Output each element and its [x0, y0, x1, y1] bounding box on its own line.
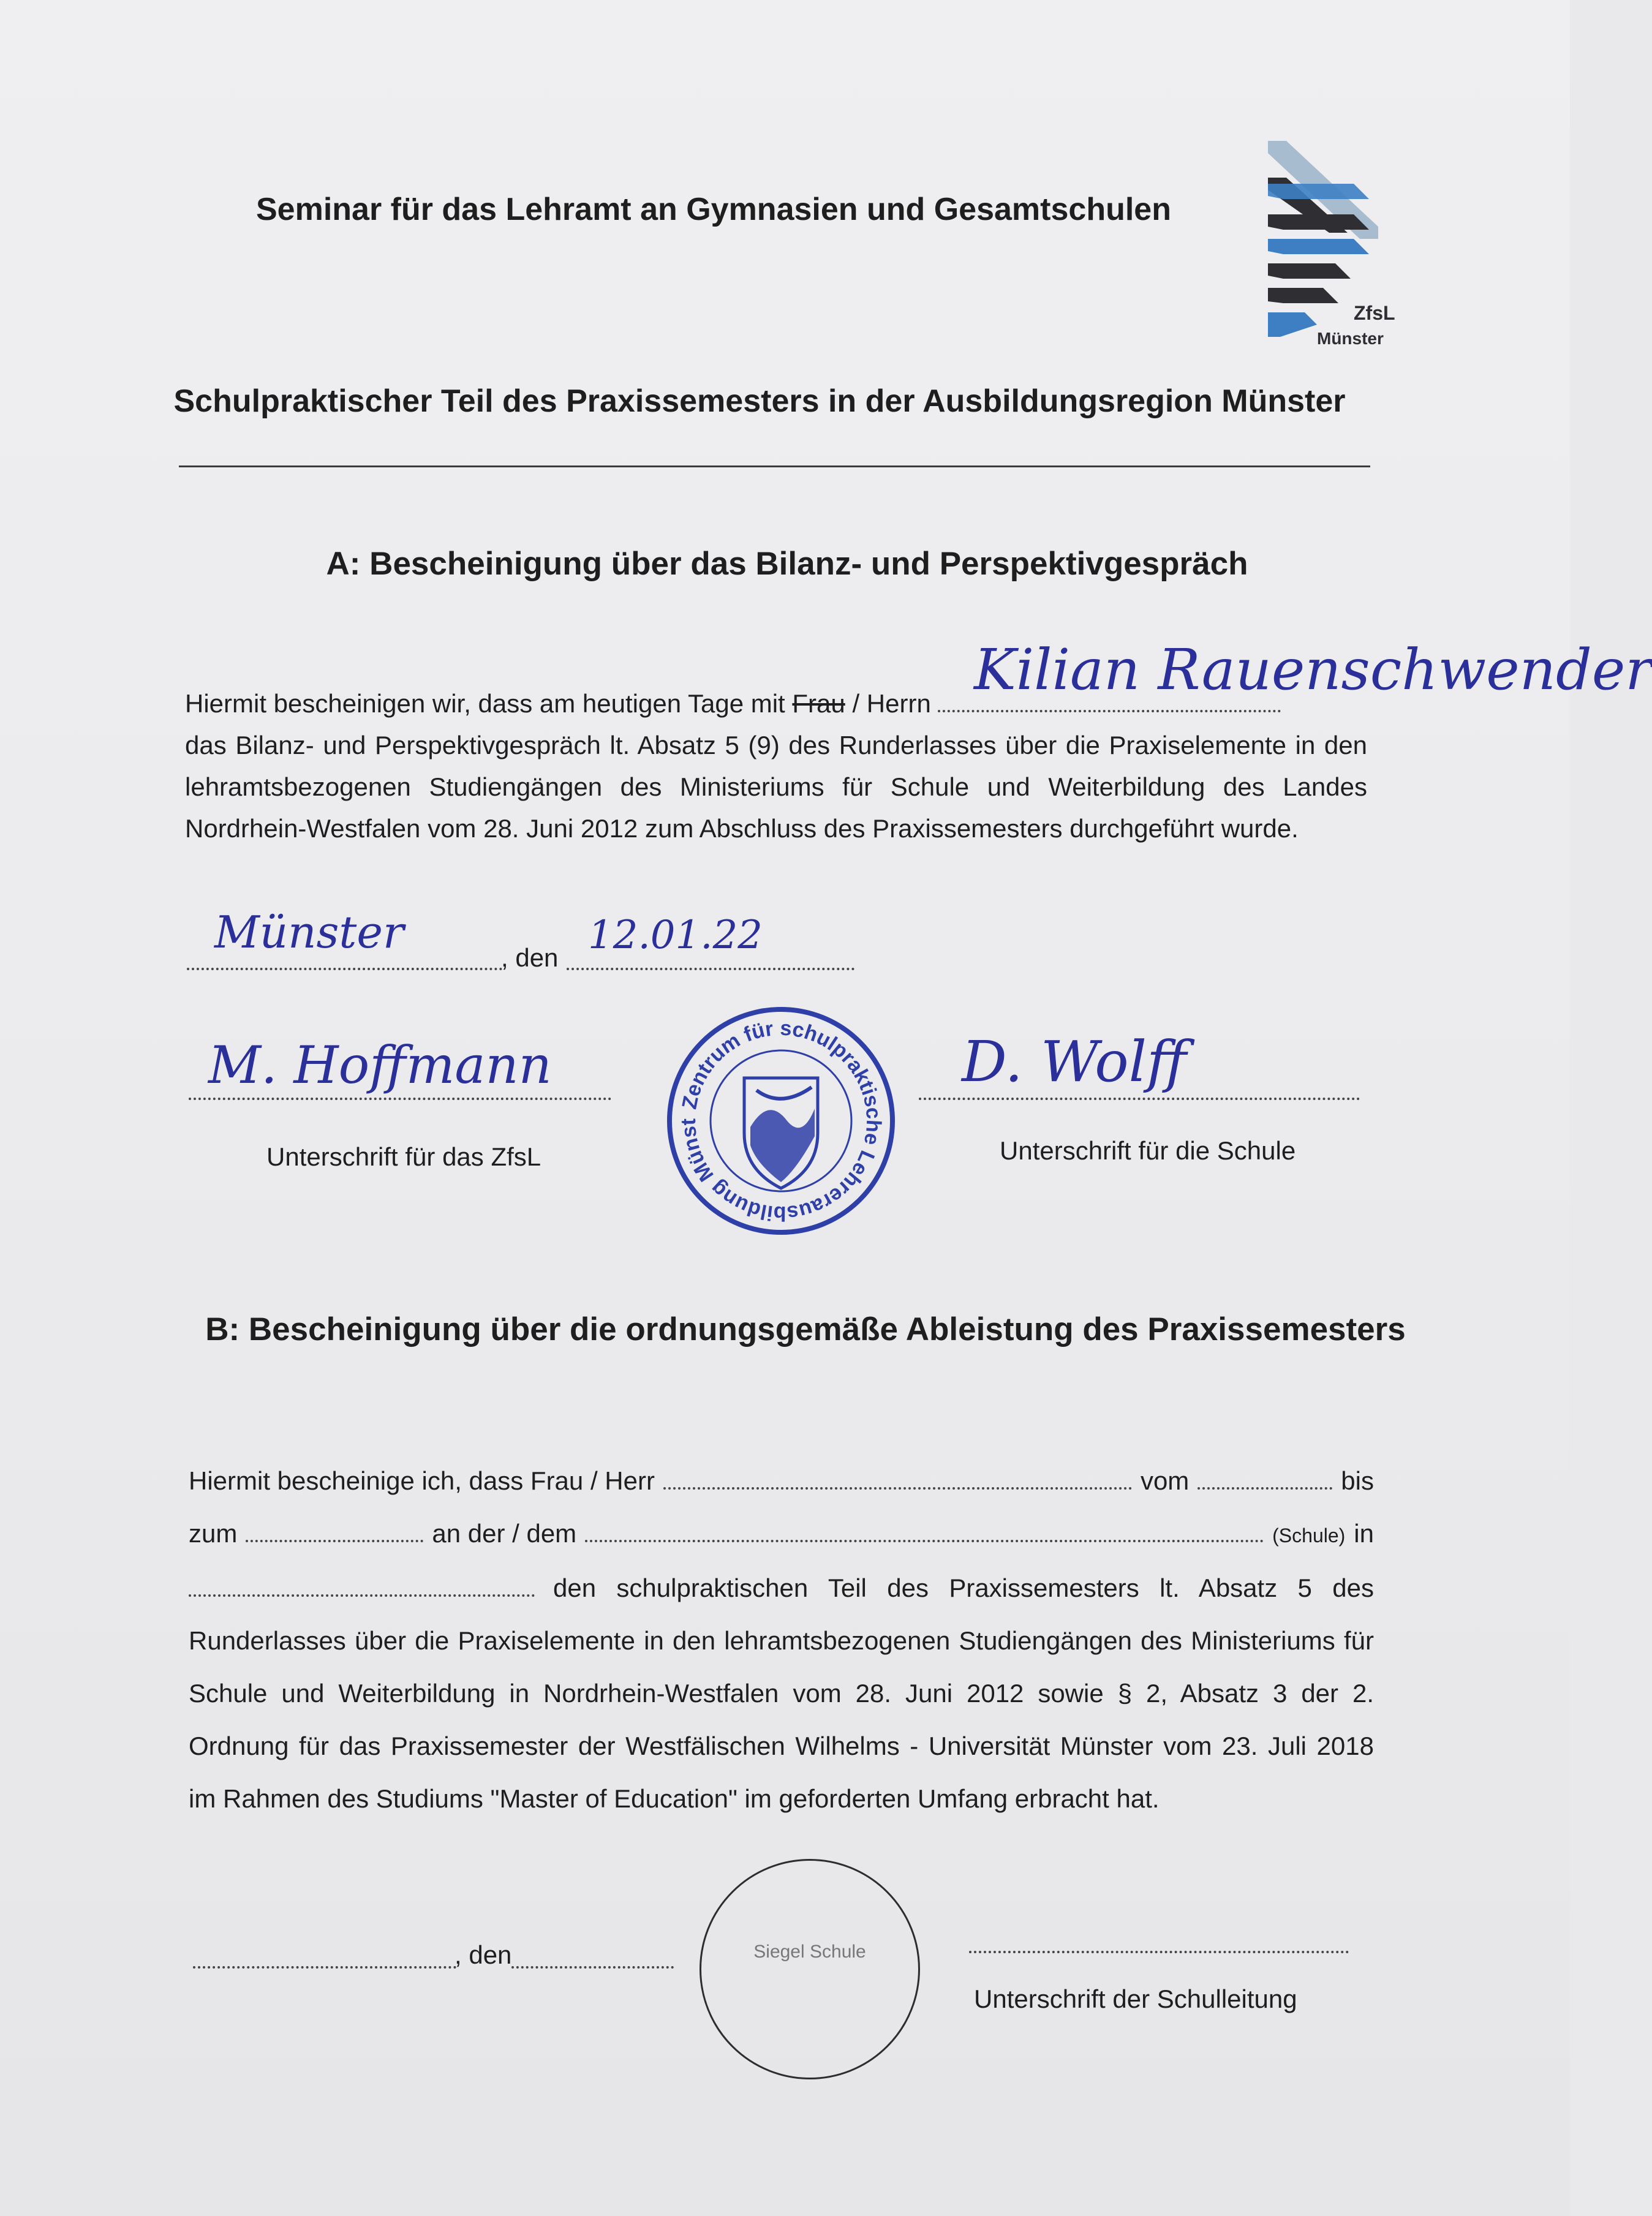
section-b-line-2: [189, 1507, 1374, 1562]
slash-herrn: / Herrn: [852, 689, 931, 718]
den-label-a: , den: [501, 943, 559, 972]
handwritten-place: Münster: [214, 906, 404, 958]
den-label-b: , den: [454, 1940, 512, 1969]
frau-struck: Frau: [792, 689, 845, 718]
principal-signature-line: [969, 1945, 1349, 1953]
section-b-l3: den schulpraktischen Teil des Praxissemesters lt. Absatz 5 des: [553, 1573, 1374, 1602]
section-a-line-2: das Bilanz- und Perspektivgespräch lt. Absatz 5 (9) des Runderlasses über die Praxiselemente in den: [185, 731, 1367, 759]
zfsl-stamp: [665, 1004, 897, 1237]
name-blank-b: [663, 1481, 1132, 1490]
date-blank-bottom: [511, 1960, 674, 1969]
place-blank-b: [189, 1588, 535, 1597]
divider: [179, 465, 1370, 467]
section-b-l2-b: an der / dem: [432, 1519, 577, 1548]
section-a-line-3: lehramtsbezogenen Studiengängen des Ministeriums für Schule und Weiterbildung des Landes: [185, 772, 1367, 801]
from-date-blank: [1198, 1481, 1332, 1490]
section-a-paragraph: [185, 683, 1367, 850]
section-b-line-7: im Rahmen des Studiums "Master of Education" im geforderten Umfang erbracht hat.: [189, 1784, 1160, 1813]
section-b-line-6: Ordnung für das Praxissemester der Westfälischen Wilhelms - Universität Münster vom 23. Juli 2018: [189, 1732, 1374, 1760]
date-dotted-line: [567, 962, 854, 970]
zfsl-logo-graphic: [1262, 141, 1409, 352]
handwritten-date: 12.01.22: [588, 913, 763, 958]
section-b-paragraph: [189, 1455, 1374, 1825]
subtitle: Schulpraktischer Teil des Praxissemesters in der Ausbildungsregion Münster: [173, 383, 1346, 419]
logo-text-zfsl: ZfsL: [1354, 302, 1395, 324]
name-dotted-line: [938, 704, 1281, 712]
zfsl-signature-label: Unterschrift für das ZfsL: [266, 1142, 541, 1171]
section-a-line-4: Nordrhein-Westfalen vom 28. Juni 2012 zum Abschluss des Praxissemesters durchgeführt wurde.: [185, 814, 1299, 843]
to-date-blank: [246, 1534, 423, 1542]
section-b-l2-a: zum: [189, 1519, 238, 1548]
principal-signature-label: Unterschrift der Schulleitung: [974, 1984, 1297, 2013]
section-b-line-5: Schule und Weiterbildung in Nordrhein-Westfalen vom 28. Juni 2012 sowie § 2, Absatz 3 der 2.: [189, 1679, 1374, 1708]
place-blank-bottom: [193, 1960, 456, 1969]
section-b-l1-b: vom: [1140, 1466, 1190, 1495]
zfsl-stamp-graphic: [665, 1004, 897, 1237]
section-a-text-start: Hiermit bescheinigen wir, dass am heutigen Tage mit: [185, 689, 785, 718]
section-b-line-1: [189, 1455, 1374, 1507]
place-dotted-line: [187, 962, 502, 970]
section-b-l1-c: bis: [1341, 1466, 1374, 1495]
header-title: Seminar für das Lehramt an Gymnasien und Gesamtschulen: [256, 192, 1171, 227]
section-b-l2-d: in: [1354, 1519, 1374, 1548]
section-a-heading: A: Bescheinigung über das Bilanz- und Perspektivgespräch: [326, 546, 1248, 582]
school-signature-label: Unterschrift für die Schule: [1000, 1136, 1296, 1165]
siegel-circle: [700, 1859, 920, 2079]
stamp-text: Zentrum für schulpraktische Lehrerausbildung Münst: [676, 1016, 886, 1226]
zfsl-logo: [1262, 141, 1409, 352]
siegel-label: Siegel Schule: [753, 1942, 866, 1962]
school-signature: D. Wolff: [962, 1029, 1187, 1095]
logo-text-muenster: Münster: [1317, 329, 1384, 348]
section-b-heading: B: Bescheinigung über die ordnungsgemäße Ableistung des Praxissemesters: [205, 1311, 1406, 1347]
section-b-l2-c: (Schule): [1272, 1524, 1346, 1547]
section-b-l1-a: Hiermit bescheinige ich, dass Frau / Herr: [189, 1466, 655, 1495]
section-b-line-3: [189, 1562, 1374, 1615]
zfsl-signature: M. Hoffmann: [208, 1035, 552, 1095]
section-b-line-4: Runderlasses über die Praxiselemente in den lehramtsbezogenen Studiengängen des Ministeriums für: [189, 1626, 1374, 1655]
handwritten-name: Kilian Rauenschwender: [974, 637, 1652, 703]
school-blank: [585, 1534, 1264, 1542]
